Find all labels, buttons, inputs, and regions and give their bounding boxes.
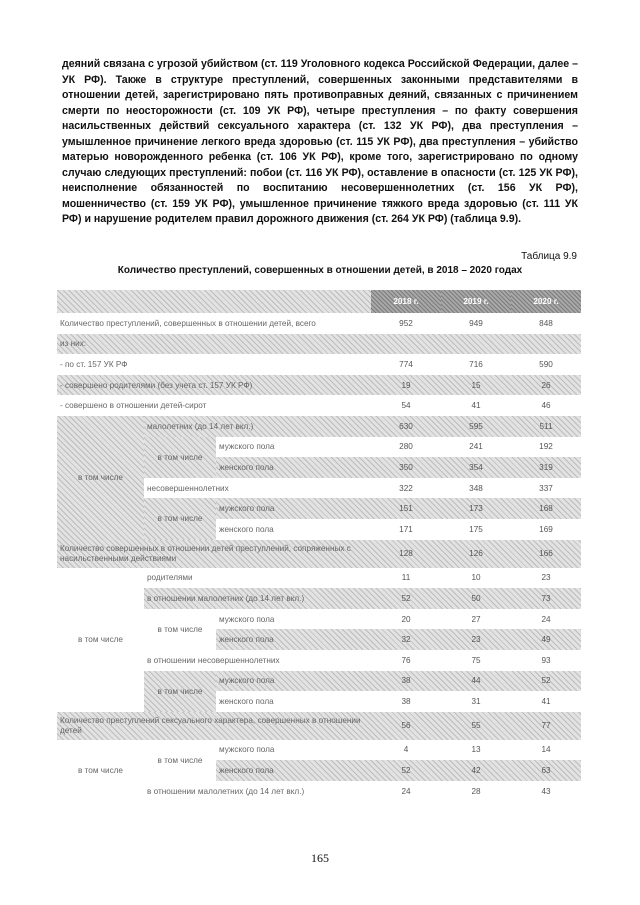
row-label: мужского пола	[219, 442, 275, 452]
value-2018: 32	[401, 635, 411, 645]
value-2020: 590	[539, 359, 553, 369]
value-2019: 126	[469, 549, 483, 559]
table-row	[57, 334, 581, 355]
value-2020: 23	[541, 573, 551, 583]
page-number: 165	[311, 851, 329, 865]
value-2019: 75	[471, 655, 481, 665]
table-number: Таблица 9.9	[521, 251, 577, 262]
value-2020: 168	[539, 504, 553, 514]
value-2018: 19	[401, 380, 411, 390]
value-2018: 20	[401, 614, 411, 624]
group-label: в том числе	[77, 766, 123, 776]
value-2020: 511	[539, 421, 553, 431]
row-label: - совершено родителями (без учета ст. 157 УК РФ)	[60, 380, 253, 390]
value-2019: 241	[469, 442, 483, 452]
subgroup-label: в том числе	[144, 498, 216, 539]
table-row	[57, 395, 581, 416]
row-label: малолетних (до 14 лет вкл.)	[147, 421, 254, 431]
value-2019: 23	[471, 635, 481, 645]
value-2020: 93	[541, 655, 551, 665]
value-2018: 24	[401, 786, 411, 796]
row-label: женского пола	[219, 524, 274, 534]
value-2020: 166	[539, 549, 553, 559]
row-label: женского пола	[219, 766, 274, 776]
value-2019: 42	[471, 766, 481, 776]
value-2020: 63	[541, 766, 551, 776]
row-label: мужского пола	[219, 676, 275, 686]
subgroup-label: в том числе	[157, 624, 203, 634]
row-label: мужского пола	[219, 504, 275, 514]
value-2018: 54	[401, 401, 411, 411]
row-label: женского пола	[219, 696, 274, 706]
value-2020: 319	[539, 462, 553, 472]
value-2019: 173	[469, 504, 483, 514]
value-2018: 38	[401, 696, 411, 706]
row-label: мужского пола	[219, 614, 275, 624]
row-label: из них:	[60, 339, 87, 349]
value-2019: 354	[469, 462, 483, 472]
value-2018: 38	[401, 676, 411, 686]
body-paragraph: деяний связана с угрозой убийством (ст. 119 Уголовного кодекса Российской Федерации, далее – УК РФ). Также в структуре преступлений, совершенных законными представителями в отношении детей, зарегистрировано пять противоправных деяний, связанных с причинением смерти по неосторожности (ст. 109 УК РФ), четыре преступления – по факту совершения насильственных действий сексуального характера (ст. 132 УК РФ), два преступления – умышленное причинение легкого вреда здоровью (ст. 115 УК РФ), два преступления – убийство матерью новорожденного ребенка (ст. 106 УК РФ), кроме того, зарегистрировано по одному случаю следующих преступлений: побои (ст. 116 УК РФ), оставление в опасности (ст. 125 УК РФ), неисполнение обязанностей по воспитанию несовершеннолетних (ст. 156 УК РФ), мошенничество (ст. 159 УК РФ), умышленное причинение тяжкого вреда здоровью (ст. 111 УК РФ) и нарушение родителем правил дорожного движения (ст. 264 УК РФ) (таблица 9.9).	[62, 58, 578, 225]
value-2020: 192	[539, 442, 553, 452]
value-2019: 175	[469, 524, 483, 534]
row-label: в отношении малолетних (до 14 лет вкл.)	[147, 786, 305, 796]
value-2018: 350	[399, 462, 413, 472]
table-row	[57, 740, 581, 761]
value-2018: 56	[401, 721, 411, 731]
row-label: женского пола	[219, 462, 274, 472]
value-2018: 128	[399, 549, 413, 559]
value-2019: 595	[469, 421, 483, 431]
value-2020: 24	[541, 614, 551, 624]
row-label: - совершено в отношении детей-сирот	[60, 401, 207, 411]
value-2020: 46	[541, 401, 551, 411]
row-label: несовершеннолетних	[147, 483, 229, 493]
value-2019: 15	[471, 380, 481, 390]
subgroup-label: в том числе	[157, 755, 203, 765]
value-2020: 848	[539, 318, 553, 328]
value-2019: 50	[471, 593, 481, 603]
value-2019: 27	[471, 614, 481, 624]
row-label: родителями	[147, 573, 193, 583]
header-year-2020: 2020 г.	[511, 290, 581, 313]
value-2019: 13	[471, 745, 481, 755]
row-label: Количество преступлений, совершенных в отношении детей, всего	[60, 318, 316, 328]
table-row	[57, 540, 581, 568]
value-2018: 322	[399, 483, 413, 493]
value-2020: 77	[541, 721, 551, 731]
row-label: в отношении малолетних (до 14 лет вкл.)	[147, 593, 305, 603]
header-year-2018: 2018 г.	[371, 290, 441, 313]
table-row	[57, 313, 581, 334]
subgroup-label: в том числе	[144, 671, 216, 712]
table-row	[57, 354, 581, 375]
value-2018: 4	[403, 745, 409, 755]
row-label: мужского пола	[219, 745, 275, 755]
value-2020: 73	[541, 593, 551, 603]
row-label: - по ст. 157 УК РФ	[60, 359, 128, 369]
table-row	[57, 712, 581, 740]
group-label: в том числе	[57, 416, 144, 540]
value-2020: 41	[541, 696, 551, 706]
group-label: в том числе	[77, 635, 123, 645]
row-label: женского пола	[219, 635, 274, 645]
value-2018: 52	[401, 593, 411, 603]
header-blank-cell	[57, 290, 371, 313]
subgroup-label: в том числе	[144, 437, 216, 478]
value-2020: 26	[541, 380, 551, 390]
value-2019: 949	[469, 318, 483, 328]
table-row	[57, 375, 581, 396]
value-2018: 76	[401, 655, 411, 665]
crime-statistics-table	[57, 290, 581, 801]
table-header-row	[57, 290, 581, 313]
table-row	[57, 416, 581, 437]
value-2020: 43	[541, 786, 551, 796]
value-2019: 348	[469, 483, 483, 493]
row-label: в отношении несовершеннолетних	[147, 655, 280, 665]
value-2018: 280	[399, 442, 413, 452]
value-2020: 52	[541, 676, 551, 686]
value-2020: 169	[539, 524, 553, 534]
row-label: Количество преступлений сексуального характера, совершенных в отношении детей	[60, 715, 361, 735]
header-year-2019: 2019 г.	[441, 290, 511, 313]
value-2019: 10	[471, 573, 481, 583]
value-2018: 630	[399, 421, 413, 431]
value-2019: 31	[471, 696, 481, 706]
value-2019: 28	[471, 786, 481, 796]
value-2020: 49	[541, 635, 551, 645]
value-2020: 337	[539, 483, 553, 493]
value-2019: 41	[471, 401, 481, 411]
table-row	[57, 568, 581, 589]
value-2020: 14	[541, 745, 551, 755]
value-2018: 952	[399, 318, 413, 328]
value-2018: 11	[401, 573, 411, 583]
value-2018: 171	[399, 524, 413, 534]
row-label: Количество совершенных в отношении детей преступлений, сопряженных с насильственными действиями	[60, 543, 351, 563]
table-caption: Количество преступлений, совершенных в отношении детей, в 2018 – 2020 годах	[117, 265, 523, 276]
value-2018: 52	[401, 766, 411, 776]
value-2019: 55	[471, 721, 481, 731]
value-2019: 716	[469, 359, 483, 369]
value-2019: 44	[471, 676, 481, 686]
value-2018: 151	[399, 504, 413, 514]
value-2018: 774	[399, 359, 413, 369]
